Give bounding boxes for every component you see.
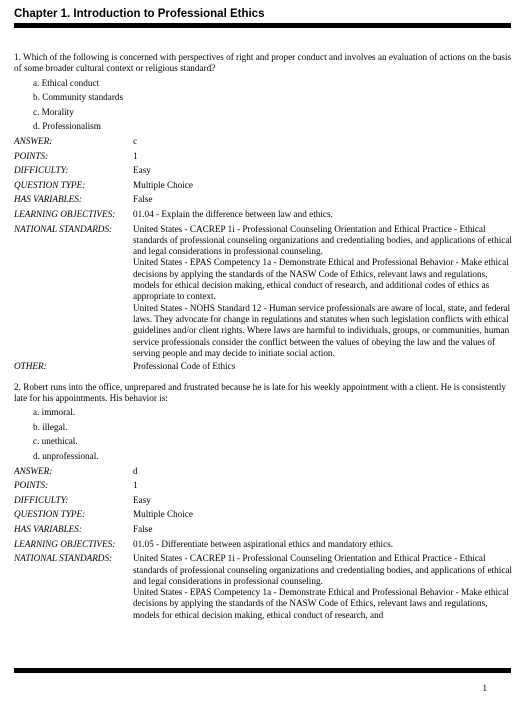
footer-rule xyxy=(14,668,511,673)
national-standards-label: NATIONAL STANDARDS: xyxy=(14,553,113,564)
difficulty-label: DIFFICULTY: xyxy=(14,165,69,176)
points-row xyxy=(14,149,513,164)
national-standards-label: NATIONAL STANDARDS: xyxy=(14,223,113,234)
choice-d: d. Professionalism xyxy=(33,121,101,132)
answer-choices xyxy=(33,76,513,134)
has-variables-row xyxy=(14,192,513,207)
points-row xyxy=(14,478,513,493)
question-list xyxy=(14,52,513,629)
question-type-row xyxy=(14,507,513,522)
standard-epas: United States - EPAS Competency 1a - Demonstrate Ethical and Professional Behavior - Make ethical decisions by applying the standards of the NASW Code of Ethics, relevant laws and regulations, models for ethical decision making, ethical conduct of research, and additional codes of ethics as appropriate to context. xyxy=(133,257,509,302)
has-variables-value: False xyxy=(133,194,153,205)
national-standards-list xyxy=(133,224,513,360)
choice-b: b. illegal. xyxy=(33,421,68,432)
difficulty-label: DIFFICULTY: xyxy=(14,494,69,505)
header-rule xyxy=(14,23,511,28)
page-number: 1 xyxy=(482,683,487,693)
national-standards-row xyxy=(14,551,513,621)
question-type-row xyxy=(14,178,513,193)
points-label: POINTS: xyxy=(14,480,49,491)
national-standards-row xyxy=(14,222,513,360)
choice-c: c. Morality xyxy=(33,106,74,117)
standard-cacrep: United States - CACREP 1i - Professional Counseling Orientation and Ethical Practice - Ethical standards of professional counseling organizations and credentialing bodies, and applications of ethical and legal considerations in professional counseling. xyxy=(133,223,512,257)
has-variables-label: HAS VARIABLES: xyxy=(14,194,82,205)
choice-c: c. unethical. xyxy=(33,436,78,447)
question-2 xyxy=(14,382,513,621)
points-label: POINTS: xyxy=(14,150,49,161)
learning-objectives-row xyxy=(14,207,513,222)
standard-epas: United States - EPAS Competency 1a - Demonstrate Ethical and Professional Behavior - Make ethical decisions by applying the standards of the NASW Code of Ethics, relevant laws and regulations, models for ethical decision making, ethical conduct of research, and xyxy=(133,587,509,620)
question-type-label: QUESTION TYPE: xyxy=(14,509,86,520)
difficulty-row xyxy=(14,163,513,178)
learning-objectives-value: 01.04 - Explain the difference between law and ethics. xyxy=(133,208,333,219)
answer-value: c xyxy=(133,135,138,146)
answer-value: d xyxy=(133,465,138,476)
chapter-title: Chapter 1. Introduction to Professional Ethics xyxy=(14,8,265,20)
learning-objectives-value: 01.05 - Differentiate between aspirational ethics and mandatory ethics. xyxy=(133,538,394,549)
question-stem: 1. Which of the following is concerned with perspectives of right and proper conduct and involves an evaluation of actions on the basis of some broader cultural context or religious standard? xyxy=(14,52,512,74)
other-value: Professional Code of Ethics xyxy=(133,361,236,372)
answer-label: ANSWER: xyxy=(14,135,53,146)
difficulty-value: Easy xyxy=(133,165,151,176)
choice-d: d. unprofessional. xyxy=(33,451,99,462)
question-type-label: QUESTION TYPE: xyxy=(14,179,86,190)
answer-row xyxy=(14,134,513,149)
other-row xyxy=(14,359,513,374)
learning-objectives-label: LEARNING OBJECTIVES: xyxy=(14,538,116,549)
question-type-value: Multiple Choice xyxy=(133,179,193,190)
question-stem: 2. Robert runs into the office, unprepared and frustrated because he is late for his weekly appointment with a client. He is consistently late for his appointments. His behavior is: xyxy=(14,381,506,403)
answer-label: ANSWER: xyxy=(14,465,53,476)
question-type-value: Multiple Choice xyxy=(133,509,193,520)
learning-objectives-label: LEARNING OBJECTIVES: xyxy=(14,208,116,219)
has-variables-row xyxy=(14,522,513,537)
standard-nohs: United States - NOHS Standard 12 - Human service professionals are aware of local, state, and federal laws. They advocate for change in regulations and statutes when such legislation conflicts with ethical guidelines and/or client rights. Where laws are harmful to individuals, groups, or communities, human service professionals consider the conflict between the values of obeying the law and the values of serving people and may decide to initiate social action. xyxy=(133,302,511,358)
has-variables-value: False xyxy=(133,524,153,535)
points-value: 1 xyxy=(133,150,138,161)
has-variables-label: HAS VARIABLES: xyxy=(14,524,82,535)
choice-b: b. Community standards xyxy=(33,92,124,103)
national-standards-list xyxy=(133,553,513,621)
standard-cacrep: United States - CACREP 1i - Professional Counseling Orientation and Ethical Practice - Ethical standards of professional counseling organizations and credentialing bodies, and applications of ethical and legal considerations in professional counseling. xyxy=(133,553,512,586)
other-label: OTHER: xyxy=(14,361,47,372)
answer-choices xyxy=(33,405,513,463)
answer-row xyxy=(14,464,513,479)
choice-a: a. immoral. xyxy=(33,407,76,418)
difficulty-row xyxy=(14,493,513,508)
question-1 xyxy=(14,52,513,374)
learning-objectives-row xyxy=(14,537,513,552)
points-value: 1 xyxy=(133,480,138,491)
choice-a: a. Ethical conduct xyxy=(33,77,100,88)
difficulty-value: Easy xyxy=(133,494,151,505)
